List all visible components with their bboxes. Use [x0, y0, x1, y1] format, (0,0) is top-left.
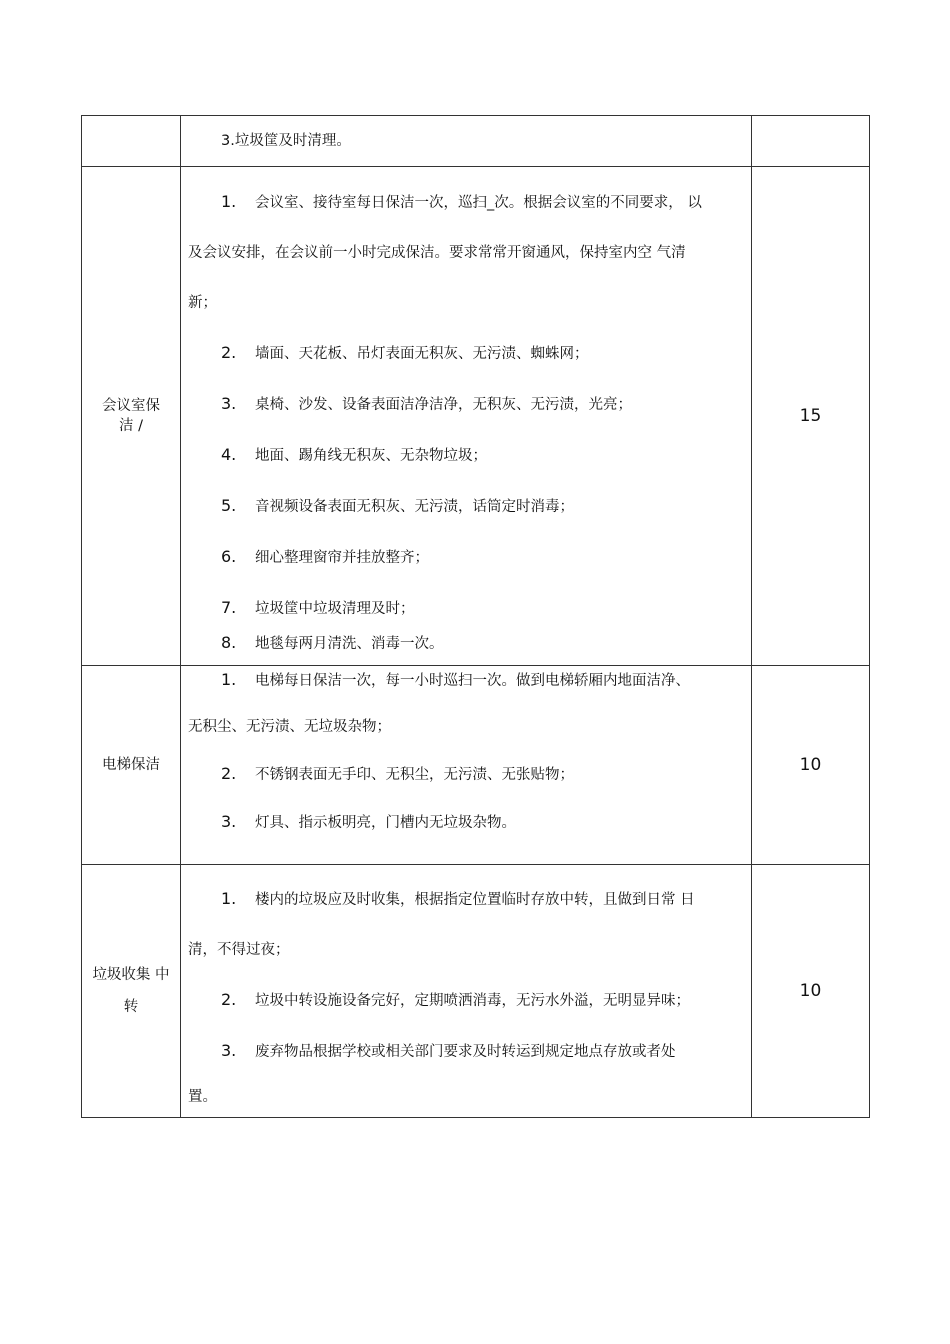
item-number: 8.	[221, 633, 237, 652]
list-item	[181, 1026, 751, 1077]
list-item	[181, 328, 751, 379]
score-cell	[752, 666, 870, 865]
cleaning-standards-table	[81, 115, 870, 1118]
list-item	[181, 177, 751, 228]
item-text: 电梯每日保洁一次，每一小时巡扫一次。做到电梯轿厢内地面洁净、	[255, 673, 690, 689]
category-label-line: 洁 /	[119, 418, 143, 434]
content-cell	[181, 116, 752, 167]
score-value: 15	[799, 406, 822, 426]
list-item	[181, 583, 751, 634]
content-cell	[181, 865, 752, 1118]
list-item-continuation	[181, 228, 751, 278]
list-item	[181, 481, 751, 532]
item-number: 1.	[221, 192, 237, 211]
item-text: 会议室、接待室每日保洁一次，巡扫_次。根据会议室的不同要求， 以	[255, 195, 702, 211]
item-number: 2.	[221, 343, 237, 362]
item-text: 灯具、指示板明亮，门槽内无垃圾杂物。	[255, 815, 516, 831]
item-text: 音视频设备表面无积灰、无污渍，话筒定时消毒；	[255, 499, 574, 515]
table-row	[82, 116, 870, 167]
item-number: 4.	[221, 445, 237, 464]
score-value: 10	[799, 755, 822, 775]
content-cell	[181, 666, 752, 865]
table-row	[82, 865, 870, 1118]
category-label-line: 转	[123, 999, 139, 1015]
category-label-line: 垃圾收集 中	[92, 967, 170, 983]
list-item	[181, 379, 751, 430]
item-text: 墙面、天花板、吊灯表面无积灰、无污渍、蜘蛛网；	[255, 346, 589, 362]
item-text: 垃圾筐中垃圾清理及时；	[255, 601, 415, 617]
table-row	[82, 666, 870, 865]
item-text: 楼内的垃圾应及时收集，根据指定位置临时存放中转，且做到日常 日	[255, 892, 695, 908]
item-text: 桌椅、沙发、设备表面洁净洁净，无积灰、无污渍，光亮；	[255, 397, 632, 413]
list-item-continuation	[181, 704, 751, 750]
content-cell	[181, 167, 752, 666]
category-label: 电梯保洁	[102, 757, 160, 773]
item-text: 无积尘、无污渍、无垃圾杂物；	[188, 719, 391, 735]
list-item-continuation	[181, 278, 751, 328]
item-text: 及会议安排，在会议前一小时完成保洁。要求常常开窗通风，保持室内空 气清	[188, 245, 686, 261]
item-text: 3.垃圾筐及时清理。	[221, 133, 351, 149]
item-text: 新；	[188, 295, 217, 311]
list-item-continuation	[181, 1077, 751, 1117]
category-cell	[82, 167, 181, 666]
item-number: 5.	[221, 496, 237, 515]
score-cell	[752, 865, 870, 1118]
list-item	[181, 116, 751, 166]
item-text: 置。	[188, 1089, 217, 1105]
item-text: 清，不得过夜；	[188, 942, 290, 958]
item-text: 地面、踢角线无积灰、无杂物垃圾；	[255, 448, 487, 464]
item-number: 3.	[221, 812, 237, 831]
category-cell	[82, 865, 181, 1118]
list-item	[181, 430, 751, 481]
item-text: 废弃物品根据学校或相关部门要求及时转运到规定地点存放或者处	[255, 1044, 676, 1060]
item-number: 3.	[221, 1041, 237, 1060]
list-item	[181, 750, 751, 798]
list-item	[181, 668, 751, 692]
category-label-line: 会议室保	[102, 398, 160, 414]
item-text: 地毯每两月清洗、消毒一次。	[255, 636, 444, 652]
item-text: 垃圾中转设施设备完好，定期喷洒消毒，无污水外溢，无明显异味；	[255, 993, 690, 1009]
list-item	[181, 634, 751, 662]
list-item	[181, 532, 751, 583]
item-number: 7.	[221, 598, 237, 617]
item-number: 2.	[221, 990, 237, 1009]
list-item	[181, 798, 751, 846]
list-item-continuation	[181, 925, 751, 975]
item-text: 细心整理窗帘并挂放整齐；	[255, 550, 429, 566]
item-number: 6.	[221, 547, 237, 566]
item-number: 3.	[221, 394, 237, 413]
category-cell	[82, 666, 181, 865]
list-item	[181, 874, 751, 925]
item-number: 2.	[221, 764, 237, 783]
score-value: 10	[799, 981, 822, 1001]
score-cell	[752, 116, 870, 167]
list-item	[181, 975, 751, 1026]
table-row	[82, 167, 870, 666]
item-number: 1.	[221, 670, 237, 689]
score-cell	[752, 167, 870, 666]
item-number: 1.	[221, 889, 237, 908]
item-text: 不锈钢表面无手印、无积尘，无污渍、无张贴物；	[255, 767, 574, 783]
category-cell	[82, 116, 181, 167]
